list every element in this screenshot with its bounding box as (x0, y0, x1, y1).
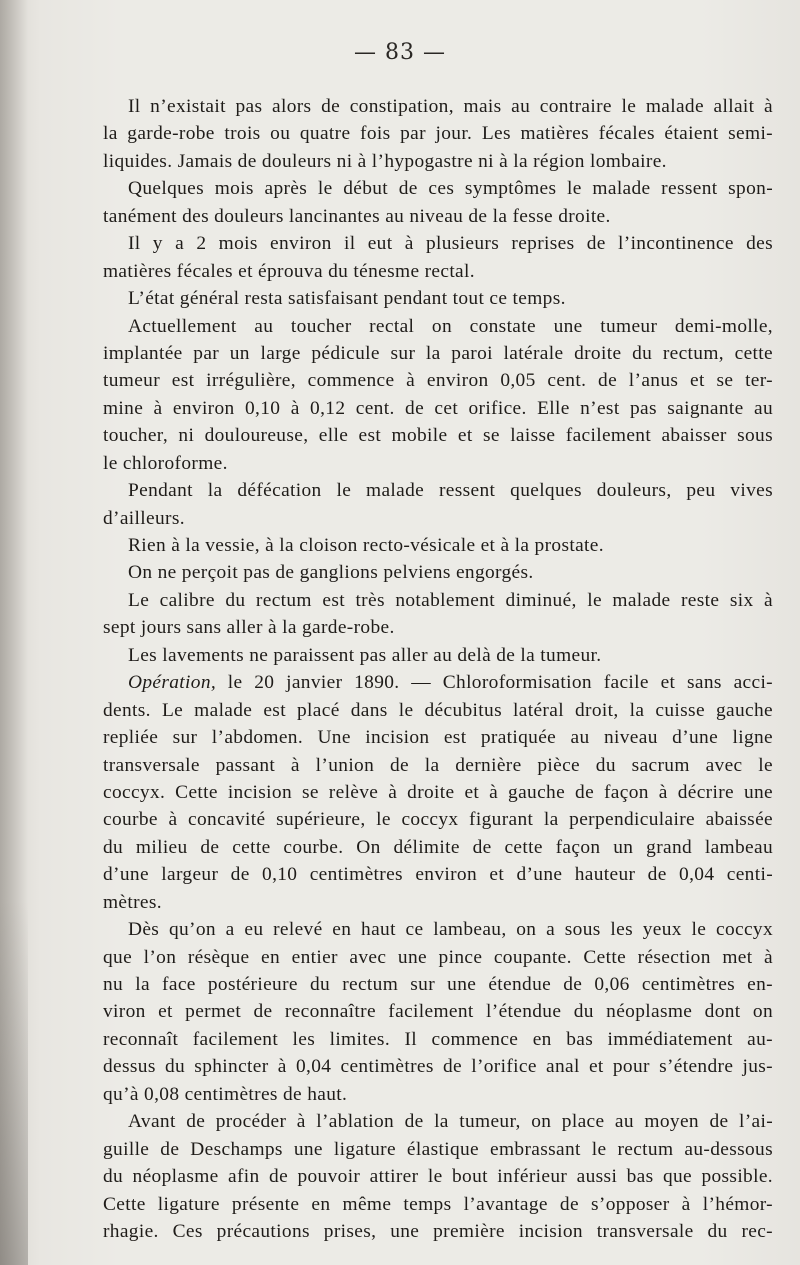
text-line: liquides. Jamais de douleurs ni à l’hypogastre ni à la région lombaire. (103, 150, 667, 172)
line-text: le 20 janvier 1890. — Chloroformisation facile et sans acci- (216, 672, 773, 694)
text-line: dents. Le malade est placé dans le décubitus latéral droit, la cuisse gauche (103, 699, 773, 721)
text-line: sept jours sans aller à la garde-robe. (103, 617, 395, 639)
text-line: courbe à concavité supérieure, le coccyx figurant la perpendiculaire abaissée (103, 809, 773, 831)
text-line: dessus du sphincter à 0,04 centimètres de l’orifice anal et pour s’étendre jus- (103, 1056, 773, 1078)
text-line: mètres. (103, 891, 162, 913)
text-line: qu’à 0,08 centimètres de haut. (103, 1083, 348, 1105)
body-text (103, 93, 773, 1245)
text-line: reconnaît facilement les limites. Il commence en bas immédiatement au- (103, 1028, 773, 1050)
text-line: Pendant la défécation le malade ressent quelques douleurs, peu vives (128, 480, 773, 502)
text-line: matières fécales et éprouva du ténesme rectal. (103, 260, 475, 282)
text-line: rhagie. Ces précautions prises, une première incision transversale du rec- (103, 1220, 773, 1242)
text-line: Il y a 2 mois environ il eut à plusieurs reprises de l’incontinence des (128, 233, 773, 255)
text-line: le chloroforme. (103, 452, 228, 474)
text-line: Actuellement au toucher rectal on constate une tumeur demi-molle, (128, 315, 773, 337)
text-line: Cette ligature présente en même temps l’avantage de s’opposer à l’hémor- (103, 1193, 773, 1215)
text-line: guille de Deschamps une ligature élastique embrassant le rectum au-dessous (103, 1138, 773, 1160)
text-line (103, 669, 773, 696)
text-line: L’état général resta satisfaisant pendant tout ce temps. (128, 288, 566, 310)
text-line: Dès qu’on a eu relevé en haut ce lambeau, on a sous les yeux le coccyx (128, 919, 773, 941)
text-line: Il n’existait pas alors de constipation, mais au contraire le malade allait à (128, 96, 773, 117)
text-line: coccyx. Cette incision se relève à droite et à gauche de façon à décrire une (103, 781, 773, 803)
text-line: du néoplasme afin de pouvoir attirer le bout inférieur aussi bas que possible. (103, 1166, 773, 1188)
text-line: On ne perçoit pas de ganglions pelviens engorgés. (128, 562, 534, 584)
page-number: — 83 — (354, 40, 446, 65)
text-line: Quelques mois après le début de ces symptômes le malade ressent spon- (128, 178, 773, 200)
text-line: Les lavements ne paraissent pas aller au delà de la tumeur. (128, 644, 602, 666)
text-line: tumeur est irrégulière, commence à environ 0,05 cent. de l’anus et se ter- (103, 370, 773, 392)
text-line: mine à environ 0,10 à 0,12 cent. de cet orifice. Elle n’est pas saignante au (103, 397, 773, 419)
text-line: Avant de procéder à l’ablation de la tumeur, on place au moyen de l’ai- (128, 1111, 773, 1133)
binding-shadow-bottom (0, 900, 28, 1265)
text-line: tanément des douleurs lancinantes au niveau de la fesse droite. (103, 205, 611, 227)
text-line: que l’on résèque en entier avec une pince coupante. Cette résection met à (103, 946, 773, 968)
text-line: viron et permet de reconnaître facilement l’étendue du néoplasme dont on (103, 1001, 773, 1023)
text-line: transversale passant à l’union de la dernière pièce du sacrum avec le (103, 754, 773, 776)
text-line: d’ailleurs. (103, 507, 185, 529)
text-line: la garde-robe trois ou quatre fois par jour. Les matières fécales étaient semi- (103, 123, 773, 145)
text-line: nu la face postérieure du rectum sur une étendue de 0,06 centimètres en- (103, 974, 773, 995)
text-line: du milieu de cette courbe. On délimite de cette façon un grand lambeau (103, 836, 773, 858)
text-line: toucher, ni douloureuse, elle est mobile et se laisse facilement abaisser sous (103, 425, 773, 447)
italic-heading: Opération, (128, 672, 217, 694)
text-line: repliée sur l’abdomen. Une incision est pratiquée au niveau d’une ligne (103, 727, 773, 749)
text-line: Rien à la vessie, à la cloison recto-vésicale et à la prostate. (128, 535, 604, 556)
text-line: d’une largeur de 0,10 centimètres environ et d’une hauteur de 0,04 centi- (103, 864, 773, 886)
text-line: implantée par un large pédicule sur la paroi latérale droite du rectum, cette (103, 342, 773, 364)
text-line: Le calibre du rectum est très notablement diminué, le malade reste six à (128, 589, 773, 611)
